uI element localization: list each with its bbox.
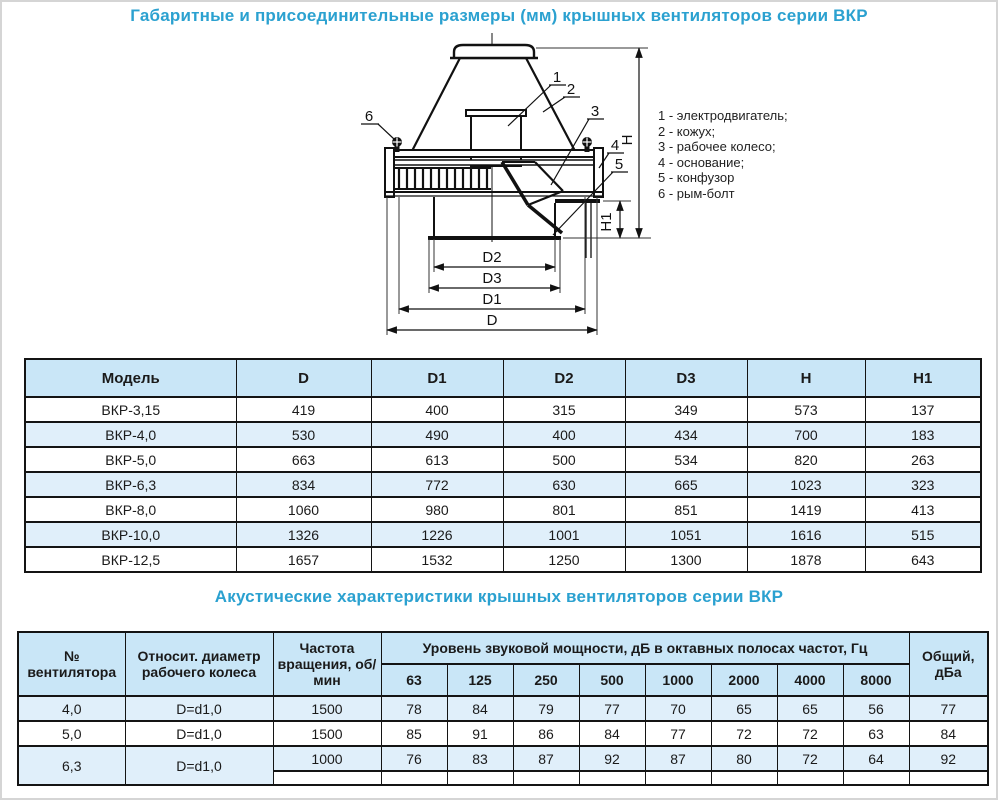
- table-cell: 630: [503, 472, 625, 497]
- table-cell: [645, 771, 711, 785]
- table-cell: 65: [777, 696, 843, 721]
- table-cell: 72: [777, 746, 843, 771]
- header-cell-d2: D2: [503, 359, 625, 397]
- base-plate-lower: [387, 160, 603, 165]
- table-cell: D=d1,0: [125, 746, 273, 785]
- page-title-dimensions: Габаритные и присоединительные размеры (мм) крышных вентиляторов серии ВКР: [130, 6, 868, 25]
- table-cell: 1226: [371, 522, 503, 547]
- table-cell: 834: [236, 472, 371, 497]
- header-cell-rel-diameter: Относит. диаметр рабочего колеса: [125, 632, 273, 696]
- fan-diagram: [2, 28, 998, 350]
- table-cell: 86: [513, 721, 579, 746]
- acoustics-table: [17, 631, 989, 786]
- table-cell: 1060: [236, 497, 371, 522]
- table-cell: [579, 771, 645, 785]
- table-cell: 1326: [236, 522, 371, 547]
- table-cell: 64: [843, 746, 909, 771]
- table-cell: 534: [625, 447, 747, 472]
- table-row: [25, 547, 981, 572]
- motor: [471, 116, 521, 166]
- table-cell: 183: [865, 422, 981, 447]
- table-cell: 665: [625, 472, 747, 497]
- table-cell: 77: [645, 721, 711, 746]
- table-cell: 434: [625, 422, 747, 447]
- table-cell: 851: [625, 497, 747, 522]
- base-grille: [393, 168, 491, 189]
- table-row: [25, 497, 981, 522]
- table-cell: 92: [579, 746, 645, 771]
- dim-label-d1: D1: [482, 291, 502, 308]
- table-cell: 530: [236, 422, 371, 447]
- legend-item: 2 - кожух;: [658, 123, 716, 139]
- table-cell: [447, 771, 513, 785]
- table-header-row: [18, 632, 988, 664]
- table-cell: 87: [513, 746, 579, 771]
- table-cell: 83: [447, 746, 513, 771]
- header-cell-octave: 63: [381, 664, 447, 696]
- table-cell: 772: [371, 472, 503, 497]
- header-cell-octave: 125: [447, 664, 513, 696]
- table-cell: [513, 771, 579, 785]
- table-cell: 1532: [371, 547, 503, 572]
- header-cell-h: H: [747, 359, 865, 397]
- impeller: [502, 162, 563, 233]
- base-endcap-left: [385, 148, 394, 197]
- table-row: [25, 447, 981, 472]
- table-row: [18, 746, 988, 771]
- table-cell: [273, 771, 381, 785]
- table-cell: 87: [645, 746, 711, 771]
- table-cell: [843, 771, 909, 785]
- table-cell: 263: [865, 447, 981, 472]
- table-cell: ВКР-3,15: [25, 397, 236, 422]
- table-cell: 419: [236, 397, 371, 422]
- konfuzor: [428, 197, 600, 258]
- table-row: [25, 522, 981, 547]
- header-cell-speed: Частота вращения, об/мин: [273, 632, 381, 696]
- table-row: [25, 397, 981, 422]
- table-cell: 315: [503, 397, 625, 422]
- table-cell: 1300: [625, 547, 747, 572]
- table-cell: 84: [579, 721, 645, 746]
- legend-item: 4 - основание;: [658, 154, 745, 170]
- dim-label-h: H: [619, 134, 636, 146]
- table-cell: 63: [843, 721, 909, 746]
- header-cell-d: D: [236, 359, 371, 397]
- table-cell: 1051: [625, 522, 747, 547]
- table-row: [18, 721, 988, 746]
- table-cell: 70: [645, 696, 711, 721]
- legend-item: 3 - рабочее колесо;: [658, 139, 776, 155]
- table-cell: 84: [447, 696, 513, 721]
- dim-label-d2: D2: [482, 249, 502, 266]
- callout-4: 4: [610, 137, 620, 154]
- table-cell: 349: [625, 397, 747, 422]
- dim-label-h1: H1: [598, 212, 615, 232]
- table-cell: 663: [236, 447, 371, 472]
- table-cell: 400: [371, 397, 503, 422]
- table-cell: D=d1,0: [125, 721, 273, 746]
- fan-drawing-figure: [2, 28, 998, 350]
- table-cell: 1500: [273, 721, 381, 746]
- table-cell: 4,0: [18, 696, 125, 721]
- table-cell: 613: [371, 447, 503, 472]
- header-cell-d3: D3: [625, 359, 747, 397]
- table-cell: ВКР-12,5: [25, 547, 236, 572]
- header-cell-octave: 1000: [645, 664, 711, 696]
- header-cell-octave: 8000: [843, 664, 909, 696]
- table-cell: 77: [909, 696, 988, 721]
- legend-item: 6 - рым-болт: [658, 185, 735, 201]
- table-cell: 400: [503, 422, 625, 447]
- header-cell-octave: 4000: [777, 664, 843, 696]
- table-cell: 76: [381, 746, 447, 771]
- header-cell-model: Модель: [25, 359, 236, 397]
- table-cell: 1001: [503, 522, 625, 547]
- table-cell: 85: [381, 721, 447, 746]
- table-cell: ВКР-6,3: [25, 472, 236, 497]
- table-cell: 1500: [273, 696, 381, 721]
- table-cell: 1878: [747, 547, 865, 572]
- table-cell: 91: [447, 721, 513, 746]
- dim-label-d: D: [486, 312, 498, 329]
- table-cell: 1250: [503, 547, 625, 572]
- table-cell: 84: [909, 721, 988, 746]
- page-title-acoustics: Акустические характеристики крышных вентиляторов серии ВКР: [214, 587, 784, 606]
- table-cell: 92: [909, 746, 988, 771]
- table-cell: 643: [865, 547, 981, 572]
- cowl-cap: [454, 45, 534, 58]
- table-cell: 980: [371, 497, 503, 522]
- callout-3: 3: [590, 103, 600, 120]
- callout-1: 1: [552, 69, 562, 86]
- table-cell: 801: [503, 497, 625, 522]
- table-cell: 1000: [273, 746, 381, 771]
- table-cell: D=d1,0: [125, 696, 273, 721]
- table-cell: [711, 771, 777, 785]
- table-cell: 80: [711, 746, 777, 771]
- table-cell: 72: [711, 721, 777, 746]
- header-cell-total: Общий, дБа: [909, 632, 988, 696]
- table-cell: 413: [865, 497, 981, 522]
- table-cell: [777, 771, 843, 785]
- table-cell: 1023: [747, 472, 865, 497]
- table-cell: 1419: [747, 497, 865, 522]
- table-row: [18, 696, 988, 721]
- header-cell-octave: 2000: [711, 664, 777, 696]
- header-cell-h1: H1: [865, 359, 981, 397]
- table-cell: ВКР-4,0: [25, 422, 236, 447]
- header-cell-fan-no: № вентилятора: [18, 632, 125, 696]
- table-cell: 78: [381, 696, 447, 721]
- table-cell: 5,0: [18, 721, 125, 746]
- table-cell: 77: [579, 696, 645, 721]
- dim-label-d3: D3: [482, 270, 502, 287]
- table-row: [25, 422, 981, 447]
- callout-6: 6: [364, 108, 374, 125]
- table-cell: 6,3: [18, 746, 125, 785]
- table-cell: [909, 771, 988, 785]
- table-cell: 56: [843, 696, 909, 721]
- legend-item: 5 - конфузор: [658, 170, 735, 186]
- callout-2: 2: [566, 81, 576, 98]
- table-cell: 1616: [747, 522, 865, 547]
- table-cell: 820: [747, 447, 865, 472]
- legend-item: 1 - электродвигатель;: [658, 108, 788, 123]
- table-cell: 323: [865, 472, 981, 497]
- table-cell: 137: [865, 397, 981, 422]
- table-cell: 79: [513, 696, 579, 721]
- table-header-row: [25, 359, 981, 397]
- header-cell-d1: D1: [371, 359, 503, 397]
- header-cell-octave: 500: [579, 664, 645, 696]
- table-cell: 490: [371, 422, 503, 447]
- base-endcap-right: [594, 148, 603, 197]
- header-cell-octave: 250: [513, 664, 579, 696]
- table-cell: 500: [503, 447, 625, 472]
- table-cell: ВКР-5,0: [25, 447, 236, 472]
- table-cell: ВКР-8,0: [25, 497, 236, 522]
- dimensions-table: [24, 358, 982, 573]
- table-cell: 573: [747, 397, 865, 422]
- table-cell: [381, 771, 447, 785]
- table-cell: ВКР-10,0: [25, 522, 236, 547]
- table-cell: 72: [777, 721, 843, 746]
- table-cell: 700: [747, 422, 865, 447]
- table-cell: 1657: [236, 547, 371, 572]
- header-cell-power-level: Уровень звуковой мощности, дБ в октавных полосах частот, Гц: [381, 632, 909, 664]
- diagram-legend: [658, 108, 788, 202]
- table-cell: 515: [865, 522, 981, 547]
- callout-5: 5: [614, 156, 624, 173]
- table-row: [25, 472, 981, 497]
- table-cell: 65: [711, 696, 777, 721]
